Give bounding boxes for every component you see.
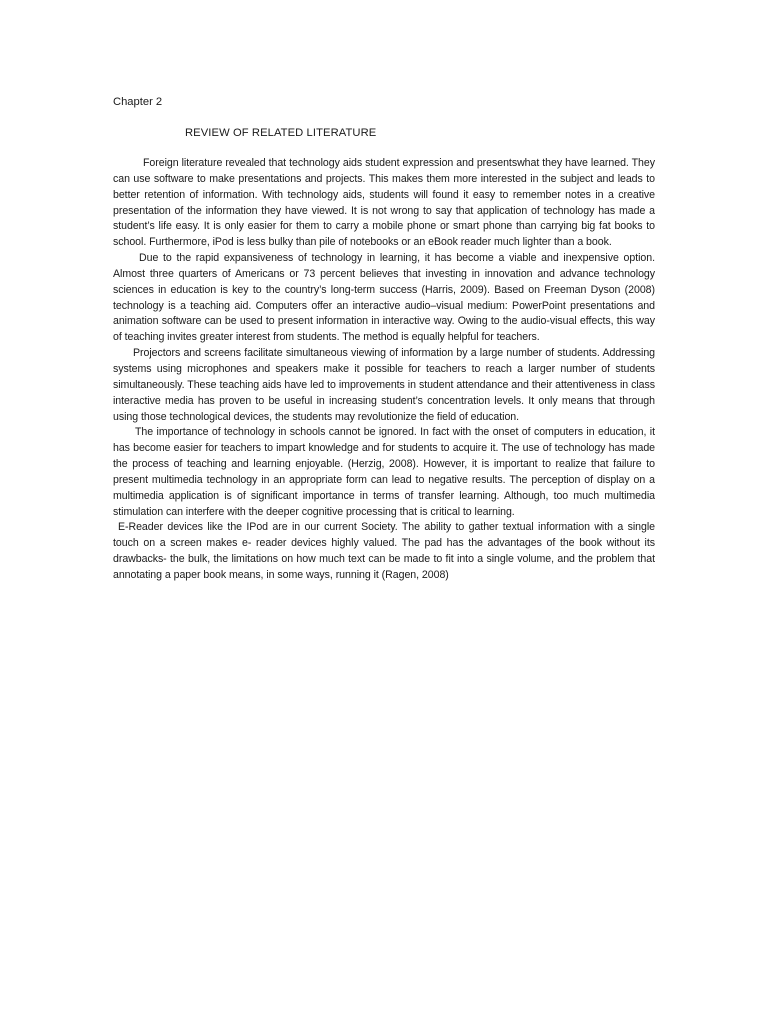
paragraph-foreign-literature: Foreign literature revealed that technology aids student expression and presentswhat they have learned. They can use software to make presentations and projects. This makes them more interested in the subject and leads to better retention of information. With technology aids, students will found it easy to remember notes in a creative presentation of the information they have viewed. It is not wrong to say that application of technology has made a student’s life easy. It is only easier for them to carry a mobile phone or smart phone than carrying big fat books to school. Furthermore, iPod is less bulky than pile of notebooks or an eBook reader much lighter than a book.	[113, 157, 655, 249]
chapter-label: Chapter 2	[113, 96, 163, 108]
paragraph-projectors: Projectors and screens facilitate simultaneous viewing of information by a large number of students. Addressing systems using microphones and speakers make it possible for teachers to reach a larger number of students simultaneously. These teaching aids have led to improvements in student attendance and their attentiveness in class interactive media has proven to be useful in increasing student’s concentration levels. It only means that through using those technological devices, the students may revolutionize the field of education.	[113, 347, 655, 423]
body-text	[113, 156, 655, 584]
paragraph-expansiveness: Due to the rapid expansiveness of technology in learning, it has become a viable and inexpensive option. Almost three quarters of Americans or 73 percent believes that investing in innovation and advance technology sciences in education is key to the country’s long-term success (Harris, 2009). Based on Freeman Dyson (2008) technology is a teaching aid. Computers offer an interactive audio–visual medium: PowerPoint presentations and animation software can be used to present information in interactive way. Owing to the audio-visual effects, this way of teaching invites greater interest from students. The method is equally helpful for teachers.	[113, 252, 655, 344]
section-title: REVIEW OF RELATED LITERATURE	[185, 127, 377, 139]
paragraph-ereader: E-Reader devices like the IPod are in our current Society. The ability to gather textual information with a single touch on a screen makes e- reader devices highly valued. The pad has the advantages of the book without its drawbacks- the bulk, the limitations on how much text can be made to fit into a single volume, and the problem that annotating a paper book means, in some ways, running it (Ragen, 2008)	[113, 521, 655, 581]
paragraph-importance: The importance of technology in schools cannot be ignored. In fact with the onset of computers in education, it has become easier for teachers to impart knowledge and for students to acquire it. The use of technology has made the process of teaching and learning enjoyable. (Herzig, 2008). However, it is important to realize that failure to present multimedia technology in an appropriate form can lead to negative results. The perception of display on a multimedia application is of significant importance in terms of transfer learning. Although, too much multimedia stimulation can interfere with the deeper cognitive processing that is critical to learning.	[113, 426, 655, 518]
